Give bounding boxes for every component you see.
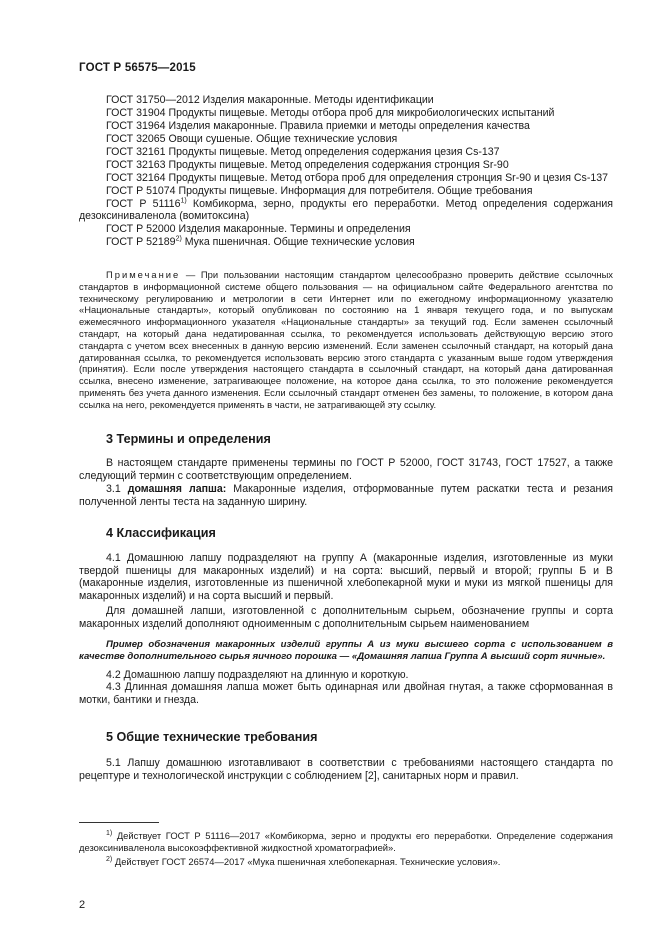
reference-item: ГОСТ Р 52189$^{2)}$ Мука пшеничная. Общие технические условия xyxy=(106,235,415,249)
note-label: Примечание xyxy=(106,269,181,280)
reference-item: ГОСТ 32065 Овощи сушеные. Общие технические условия xyxy=(106,132,398,145)
footnote-marker: 2) xyxy=(175,235,182,243)
section-3-body xyxy=(79,457,613,508)
normative-references xyxy=(79,94,613,249)
reference-item: ГОСТ 32164 Продукты пищевые. Метод отбора проб для определения стронция Sr-90 и цезия Cs-137 xyxy=(106,171,609,184)
reference-item: ГОСТ Р 51074 Продукты пищевые. Информация для потребителя. Общие требования xyxy=(106,184,533,197)
section-5-body xyxy=(79,757,613,782)
clause-4-1-addition: Для домашней лапши, изготовленной с дополнительным сырьем, обозначение группы и сорта макаронных изделий дополняют одноименным с дополнительным сырьем наименованием xyxy=(79,605,613,630)
note-text: — При пользовании настоящим стандартом целесообразно проверить действие ссылочных стандартов в информационной системе общего пользования — на официальном сайте Федерального агентства по техническому регулированию и метрологии в сети Интернет или по ежегодному информационному указателю «Национальные стандарты», который опубликован по состоянию на 1 января текущего года, и по выпускам ежемесячного информационного указателя «Национальные стандарты» за текущий год. Если заменен ссылочный стандарт, на который дана недатированная ссылка, то рекомендуется использовать действующую версию этого стандарта с учетом всех внесенных в данную версию изменений. Если заменен ссылочный стандарт, на который дана датированная ссылка, то рекомендуется использовать версию этого стандарта с указанным выше годом утверждения (принятия). Если после утверждения настоящего стандарта в ссылочный стандарт, на который дана датированная ссылка, внесено изменение, затрагивающее положение, на которое дана ссылка, то это положение рекомендуется применять без учета данного изменения. Если ссылочный стандарт отменен без замены, то положение, в котором дана ссылка на него, рекомендуется применять в части, не затрагивающей эту ссылку. xyxy=(79,269,613,410)
footnotes xyxy=(79,830,613,867)
footnote-divider xyxy=(79,822,159,823)
clause-5-1: 5.1 Лапшу домашнюю изготавливают в соответствии с требованиями настоящего стандарта по рецептуре и технологической инструкции с соблюдением [2], санитарных норм и правил. xyxy=(79,757,613,782)
example-text: Пример обозначения макаронных изделий группы А из муки высшего сорта с использованием в качестве дополнительного сырья яичного порошка — «Домашняя лапша Группа А высший сорт яичные». xyxy=(79,638,613,662)
section-4-body xyxy=(79,552,613,706)
term-name: домашняя лапша: xyxy=(127,483,227,496)
term-definition: 3.1 домашняя лапша: Макаронные изделия, отформованные путем раскатки теста и резания полученной ленты теста на заданную ширину. xyxy=(79,483,614,508)
clause-4-1: 4.1 Домашнюю лапшу подразделяют на группу А (макаронные изделия, изготовленные из муки твердой пшеницы для макаронных изделий) и на сорта: высший, первый и второй; группы Б и В (макаронные изделия, изготовленные из пшеничной хлебопекарной муки и муки из мягкой пшеницы для макаронных изделий) и на сорта высший и первый. xyxy=(79,552,613,602)
reference-item: ГОСТ 31904 Продукты пищевые. Методы отбора проб для микробиологических испытаний xyxy=(106,106,555,119)
footnote-marker: 1) xyxy=(180,197,187,205)
clause-4-2: 4.2 Домашнюю лапшу подразделяют на длинную и короткую. xyxy=(106,668,409,681)
reference-item: ГОСТ Р 51116$^{1)}$ Комбикорма, зерно, продукты его переработки. Метод определения содержания дезоксиниваленола (вомитоксина) xyxy=(79,197,613,223)
note-block xyxy=(79,269,613,411)
page-number: 2 xyxy=(79,899,86,911)
section-4-title: 4 Классификация xyxy=(106,526,216,540)
section-5-title: 5 Общие технические требования xyxy=(106,730,318,744)
footnote-item: $^{1)}$ Действует ГОСТ Р 51116—2017 «Комбикорма, зерно и продукты его переработки. Определение содержания дезоксиниваленола высокоэффективной жидкостной хроматографией». xyxy=(79,829,613,853)
clause-4-3: 4.3 Длинная домашняя лапша может быть одинарная или двойная гнутая, а также сформованная в мотки, бантики и гнезда. xyxy=(79,681,613,706)
reference-item: ГОСТ 32161 Продукты пищевые. Метод определения содержания цезия Cs-137 xyxy=(106,145,500,158)
reference-item: ГОСТ 31964 Изделия макаронные. Правила приемки и методы определения качества xyxy=(106,119,530,132)
footnote-item: $^{2)}$ Действует ГОСТ 26574—2017 «Мука пшеничная хлебопекарная. Технические условия». xyxy=(106,855,501,867)
reference-item: ГОСТ 32163 Продукты пищевые. Метод определения содержания стронция Sr-90 xyxy=(106,158,509,171)
reference-item: ГОСТ 31750—2012 Изделия макаронные. Методы идентификации xyxy=(106,94,434,106)
section-3-title: 3 Термины и определения xyxy=(106,432,271,446)
reference-item: ГОСТ Р 52000 Изделия макаронные. Термины и определения xyxy=(106,223,411,236)
document-header: ГОСТ Р 56575—2015 xyxy=(79,62,196,74)
section-3-intro: В настоящем стандарте применены термины по ГОСТ Р 52000, ГОСТ 31743, ГОСТ 17527, а также следующий термин с соответствующим определением. xyxy=(79,457,613,482)
